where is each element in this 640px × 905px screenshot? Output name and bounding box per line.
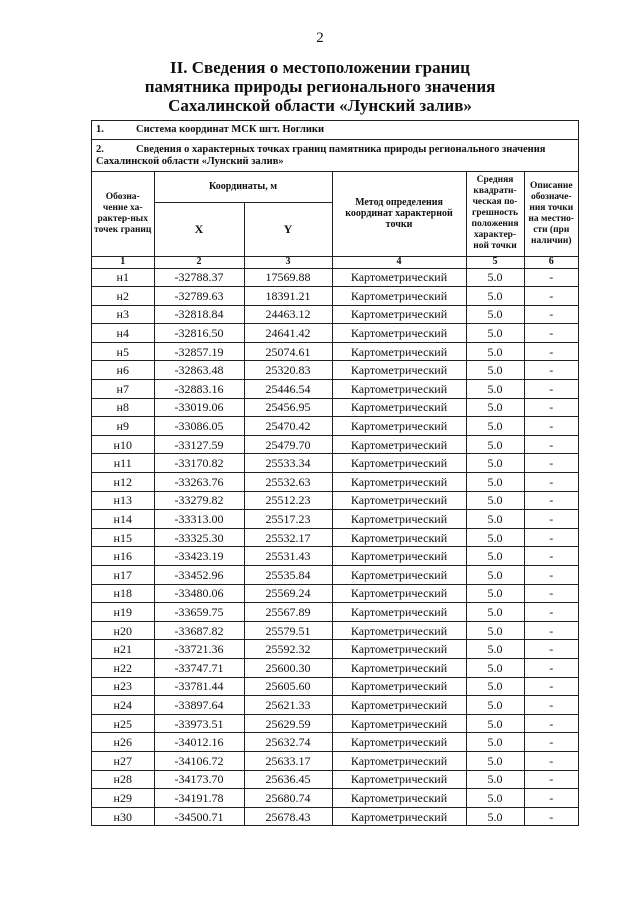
method-cell: Картометрический: [332, 361, 466, 380]
x-coordinate-cell: -34106.72: [154, 751, 244, 770]
accuracy-cell: 5.0: [466, 714, 524, 733]
x-coordinate-cell: -33747.71: [154, 658, 244, 677]
section-number: 1.: [96, 124, 104, 135]
x-coordinate-cell: -33170.82: [154, 454, 244, 473]
method-cell: Картометрический: [332, 324, 466, 343]
accuracy-cell: 5.0: [466, 789, 524, 808]
title-line-1: II. Сведения о местоположении границ: [170, 58, 470, 77]
point-cell: н29: [92, 789, 154, 808]
method-cell: Картометрический: [332, 435, 466, 454]
header-accuracy: Средняя квадрати-ческая по-грешность положения характер-ной точки: [466, 172, 524, 256]
accuracy-cell: 5.0: [466, 733, 524, 752]
table-row: [92, 473, 578, 492]
y-coordinate-cell: 25633.17: [244, 751, 332, 770]
section-number: 2.: [96, 144, 104, 155]
accuracy-cell: 5.0: [466, 770, 524, 789]
y-coordinate-cell: 25512.23: [244, 491, 332, 510]
document-title: [0, 58, 640, 115]
accuracy-cell: 5.0: [466, 435, 524, 454]
description-cell: -: [524, 733, 578, 752]
description-cell: -: [524, 361, 578, 380]
method-cell: Картометрический: [332, 789, 466, 808]
x-coordinate-cell: -33325.30: [154, 528, 244, 547]
header-method: Метод определения координат характерной точки: [332, 172, 466, 256]
table-row: [92, 305, 578, 324]
accuracy-cell: 5.0: [466, 361, 524, 380]
x-coordinate-cell: -32863.48: [154, 361, 244, 380]
description-cell: -: [524, 417, 578, 436]
y-coordinate-cell: 25456.95: [244, 398, 332, 417]
method-cell: Картометрический: [332, 454, 466, 473]
x-coordinate-cell: -32857.19: [154, 342, 244, 361]
description-cell: -: [524, 547, 578, 566]
y-coordinate-cell: 25479.70: [244, 435, 332, 454]
header-y: Y: [244, 202, 332, 256]
table-row: [92, 547, 578, 566]
x-coordinate-cell: -32818.84: [154, 305, 244, 324]
column-number: 5: [466, 256, 524, 268]
point-cell: н24: [92, 696, 154, 715]
accuracy-cell: 5.0: [466, 547, 524, 566]
method-cell: Картометрический: [332, 807, 466, 826]
table-row: [92, 807, 578, 826]
x-coordinate-cell: -33781.44: [154, 677, 244, 696]
x-coordinate-cell: -34012.16: [154, 733, 244, 752]
table-row: [92, 342, 578, 361]
method-cell: Картометрический: [332, 584, 466, 603]
x-coordinate-cell: -34191.78: [154, 789, 244, 808]
x-coordinate-cell: -33263.76: [154, 473, 244, 492]
header-designation: Обозна-чение ха-рактер-ных точек границ: [92, 172, 154, 256]
method-cell: Картометрический: [332, 640, 466, 659]
point-cell: н21: [92, 640, 154, 659]
x-coordinate-cell: -33019.06: [154, 398, 244, 417]
method-cell: Картометрический: [332, 751, 466, 770]
table-row: [92, 268, 578, 287]
point-cell: н25: [92, 714, 154, 733]
x-coordinate-cell: -33086.05: [154, 417, 244, 436]
point-cell: н11: [92, 454, 154, 473]
method-cell: Картометрический: [332, 770, 466, 789]
description-cell: -: [524, 789, 578, 808]
method-cell: Картометрический: [332, 677, 466, 696]
method-cell: Картометрический: [332, 621, 466, 640]
y-coordinate-cell: 25535.84: [244, 566, 332, 585]
description-cell: -: [524, 454, 578, 473]
point-cell: н7: [92, 380, 154, 399]
table-row: [92, 751, 578, 770]
y-coordinate-cell: 18391.21: [244, 287, 332, 306]
method-cell: Картометрический: [332, 566, 466, 585]
point-cell: н15: [92, 528, 154, 547]
table-row: [92, 491, 578, 510]
description-cell: -: [524, 640, 578, 659]
method-cell: Картометрический: [332, 380, 466, 399]
table-row: [92, 287, 578, 306]
method-cell: Картометрический: [332, 342, 466, 361]
x-coordinate-cell: -33721.36: [154, 640, 244, 659]
accuracy-cell: 5.0: [466, 584, 524, 603]
table-row: [92, 696, 578, 715]
x-coordinate-cell: -32883.16: [154, 380, 244, 399]
table-row: [92, 380, 578, 399]
point-cell: н1: [92, 268, 154, 287]
boundary-points-table: [92, 172, 578, 826]
y-coordinate-cell: 25592.32: [244, 640, 332, 659]
x-coordinate-cell: -32789.63: [154, 287, 244, 306]
section-text-line-1: Сведения о характерных точках границ памятника природы регионального значения: [136, 144, 546, 155]
point-cell: н5: [92, 342, 154, 361]
description-cell: -: [524, 380, 578, 399]
page-number: 2: [316, 30, 324, 46]
accuracy-cell: 5.0: [466, 287, 524, 306]
x-coordinate-cell: -33973.51: [154, 714, 244, 733]
description-cell: -: [524, 677, 578, 696]
point-cell: н2: [92, 287, 154, 306]
table-row: [92, 417, 578, 436]
accuracy-cell: 5.0: [466, 380, 524, 399]
method-cell: Картометрический: [332, 547, 466, 566]
accuracy-cell: 5.0: [466, 658, 524, 677]
table-row: [92, 621, 578, 640]
accuracy-cell: 5.0: [466, 491, 524, 510]
description-cell: -: [524, 324, 578, 343]
accuracy-cell: 5.0: [466, 677, 524, 696]
point-cell: н16: [92, 547, 154, 566]
x-coordinate-cell: -33687.82: [154, 621, 244, 640]
point-cell: н17: [92, 566, 154, 585]
method-cell: Картометрический: [332, 473, 466, 492]
table-row: [92, 733, 578, 752]
accuracy-cell: 5.0: [466, 528, 524, 547]
y-coordinate-cell: 25569.24: [244, 584, 332, 603]
accuracy-cell: 5.0: [466, 417, 524, 436]
y-coordinate-cell: 25632.74: [244, 733, 332, 752]
description-cell: -: [524, 751, 578, 770]
accuracy-cell: 5.0: [466, 324, 524, 343]
table-row: [92, 677, 578, 696]
header-x: X: [154, 202, 244, 256]
x-coordinate-cell: -33127.59: [154, 435, 244, 454]
section-text-line-2: Сахалинской области «Лунский залив»: [96, 156, 284, 167]
table-row: [92, 714, 578, 733]
description-cell: -: [524, 770, 578, 789]
y-coordinate-cell: 25532.17: [244, 528, 332, 547]
column-number: 2: [154, 256, 244, 268]
y-coordinate-cell: 25531.43: [244, 547, 332, 566]
column-number: 6: [524, 256, 578, 268]
description-cell: -: [524, 491, 578, 510]
y-coordinate-cell: 17569.88: [244, 268, 332, 287]
x-coordinate-cell: -33423.19: [154, 547, 244, 566]
section-coordinate-system: [92, 121, 578, 140]
description-cell: -: [524, 435, 578, 454]
point-cell: н19: [92, 603, 154, 622]
accuracy-cell: 5.0: [466, 510, 524, 529]
table-row: [92, 324, 578, 343]
point-cell: н20: [92, 621, 154, 640]
accuracy-cell: 5.0: [466, 342, 524, 361]
y-coordinate-cell: 25567.89: [244, 603, 332, 622]
description-cell: -: [524, 584, 578, 603]
title-line-2: памятника природы регионального значения: [144, 77, 496, 96]
table-row: [92, 398, 578, 417]
y-coordinate-cell: 25074.61: [244, 342, 332, 361]
x-coordinate-cell: -33279.82: [154, 491, 244, 510]
column-number: 1: [92, 256, 154, 268]
y-coordinate-cell: 25680.74: [244, 789, 332, 808]
table-row: [92, 640, 578, 659]
method-cell: Картометрический: [332, 491, 466, 510]
y-coordinate-cell: 25470.42: [244, 417, 332, 436]
accuracy-cell: 5.0: [466, 621, 524, 640]
description-cell: -: [524, 342, 578, 361]
point-cell: н13: [92, 491, 154, 510]
description-cell: -: [524, 566, 578, 585]
y-coordinate-cell: 25600.30: [244, 658, 332, 677]
x-coordinate-cell: -34500.71: [154, 807, 244, 826]
column-number: 3: [244, 256, 332, 268]
accuracy-cell: 5.0: [466, 473, 524, 492]
description-cell: -: [524, 621, 578, 640]
y-coordinate-cell: 25517.23: [244, 510, 332, 529]
method-cell: Картометрический: [332, 603, 466, 622]
point-cell: н8: [92, 398, 154, 417]
y-coordinate-cell: 25629.59: [244, 714, 332, 733]
x-coordinate-cell: -33313.00: [154, 510, 244, 529]
y-coordinate-cell: 25678.43: [244, 807, 332, 826]
y-coordinate-cell: 25579.51: [244, 621, 332, 640]
table-row: [92, 770, 578, 789]
accuracy-cell: 5.0: [466, 696, 524, 715]
point-cell: н18: [92, 584, 154, 603]
y-coordinate-cell: 25446.54: [244, 380, 332, 399]
accuracy-cell: 5.0: [466, 640, 524, 659]
point-cell: н12: [92, 473, 154, 492]
description-cell: -: [524, 287, 578, 306]
description-cell: -: [524, 305, 578, 324]
method-cell: Картометрический: [332, 733, 466, 752]
table-row: [92, 658, 578, 677]
y-coordinate-cell: 24641.42: [244, 324, 332, 343]
description-cell: -: [524, 603, 578, 622]
table-row: [92, 584, 578, 603]
description-cell: -: [524, 473, 578, 492]
column-number: 4: [332, 256, 466, 268]
point-cell: н6: [92, 361, 154, 380]
point-cell: н22: [92, 658, 154, 677]
method-cell: Картометрический: [332, 714, 466, 733]
coordinates-table-frame: [91, 120, 579, 826]
table-body: [92, 268, 578, 826]
accuracy-cell: 5.0: [466, 305, 524, 324]
table-row: [92, 789, 578, 808]
point-cell: н9: [92, 417, 154, 436]
description-cell: -: [524, 807, 578, 826]
point-cell: н4: [92, 324, 154, 343]
point-cell: н27: [92, 751, 154, 770]
title-line-3: Сахалинской области «Лунский залив»: [168, 96, 472, 115]
x-coordinate-cell: -32816.50: [154, 324, 244, 343]
table-row: [92, 361, 578, 380]
x-coordinate-cell: -32788.37: [154, 268, 244, 287]
y-coordinate-cell: 25532.63: [244, 473, 332, 492]
x-coordinate-cell: -33452.96: [154, 566, 244, 585]
description-cell: -: [524, 398, 578, 417]
accuracy-cell: 5.0: [466, 398, 524, 417]
point-cell: н23: [92, 677, 154, 696]
table-row: [92, 528, 578, 547]
accuracy-cell: 5.0: [466, 454, 524, 473]
column-numbers-row: [92, 256, 578, 268]
point-cell: н30: [92, 807, 154, 826]
description-cell: -: [524, 268, 578, 287]
table-row: [92, 435, 578, 454]
table-row: [92, 566, 578, 585]
accuracy-cell: 5.0: [466, 807, 524, 826]
y-coordinate-cell: 25605.60: [244, 677, 332, 696]
section-characteristic-points: [92, 140, 578, 172]
x-coordinate-cell: -33897.64: [154, 696, 244, 715]
accuracy-cell: 5.0: [466, 268, 524, 287]
accuracy-cell: 5.0: [466, 751, 524, 770]
point-cell: н10: [92, 435, 154, 454]
y-coordinate-cell: 24463.12: [244, 305, 332, 324]
accuracy-cell: 5.0: [466, 566, 524, 585]
description-cell: -: [524, 528, 578, 547]
y-coordinate-cell: 25621.33: [244, 696, 332, 715]
point-cell: н28: [92, 770, 154, 789]
description-cell: -: [524, 714, 578, 733]
method-cell: Картометрический: [332, 268, 466, 287]
y-coordinate-cell: 25320.83: [244, 361, 332, 380]
header-coordinates: Координаты, м: [154, 172, 332, 202]
method-cell: Картометрический: [332, 287, 466, 306]
point-cell: н3: [92, 305, 154, 324]
x-coordinate-cell: -33659.75: [154, 603, 244, 622]
table-row: [92, 603, 578, 622]
method-cell: Картометрический: [332, 398, 466, 417]
description-cell: -: [524, 510, 578, 529]
method-cell: Картометрический: [332, 417, 466, 436]
description-cell: -: [524, 658, 578, 677]
method-cell: Картометрический: [332, 510, 466, 529]
method-cell: Картометрический: [332, 305, 466, 324]
accuracy-cell: 5.0: [466, 603, 524, 622]
method-cell: Картометрический: [332, 528, 466, 547]
y-coordinate-cell: 25636.45: [244, 770, 332, 789]
table-row: [92, 510, 578, 529]
table-row: [92, 454, 578, 473]
section-text: Система координат МСК шгт. Ноглики: [136, 124, 325, 135]
x-coordinate-cell: -34173.70: [154, 770, 244, 789]
point-cell: н14: [92, 510, 154, 529]
point-cell: н26: [92, 733, 154, 752]
method-cell: Картометрический: [332, 658, 466, 677]
x-coordinate-cell: -33480.06: [154, 584, 244, 603]
description-cell: -: [524, 696, 578, 715]
method-cell: Картометрический: [332, 696, 466, 715]
header-description: Описание обозначе-ния точки на местно-сти (при наличии): [524, 172, 578, 256]
y-coordinate-cell: 25533.34: [244, 454, 332, 473]
